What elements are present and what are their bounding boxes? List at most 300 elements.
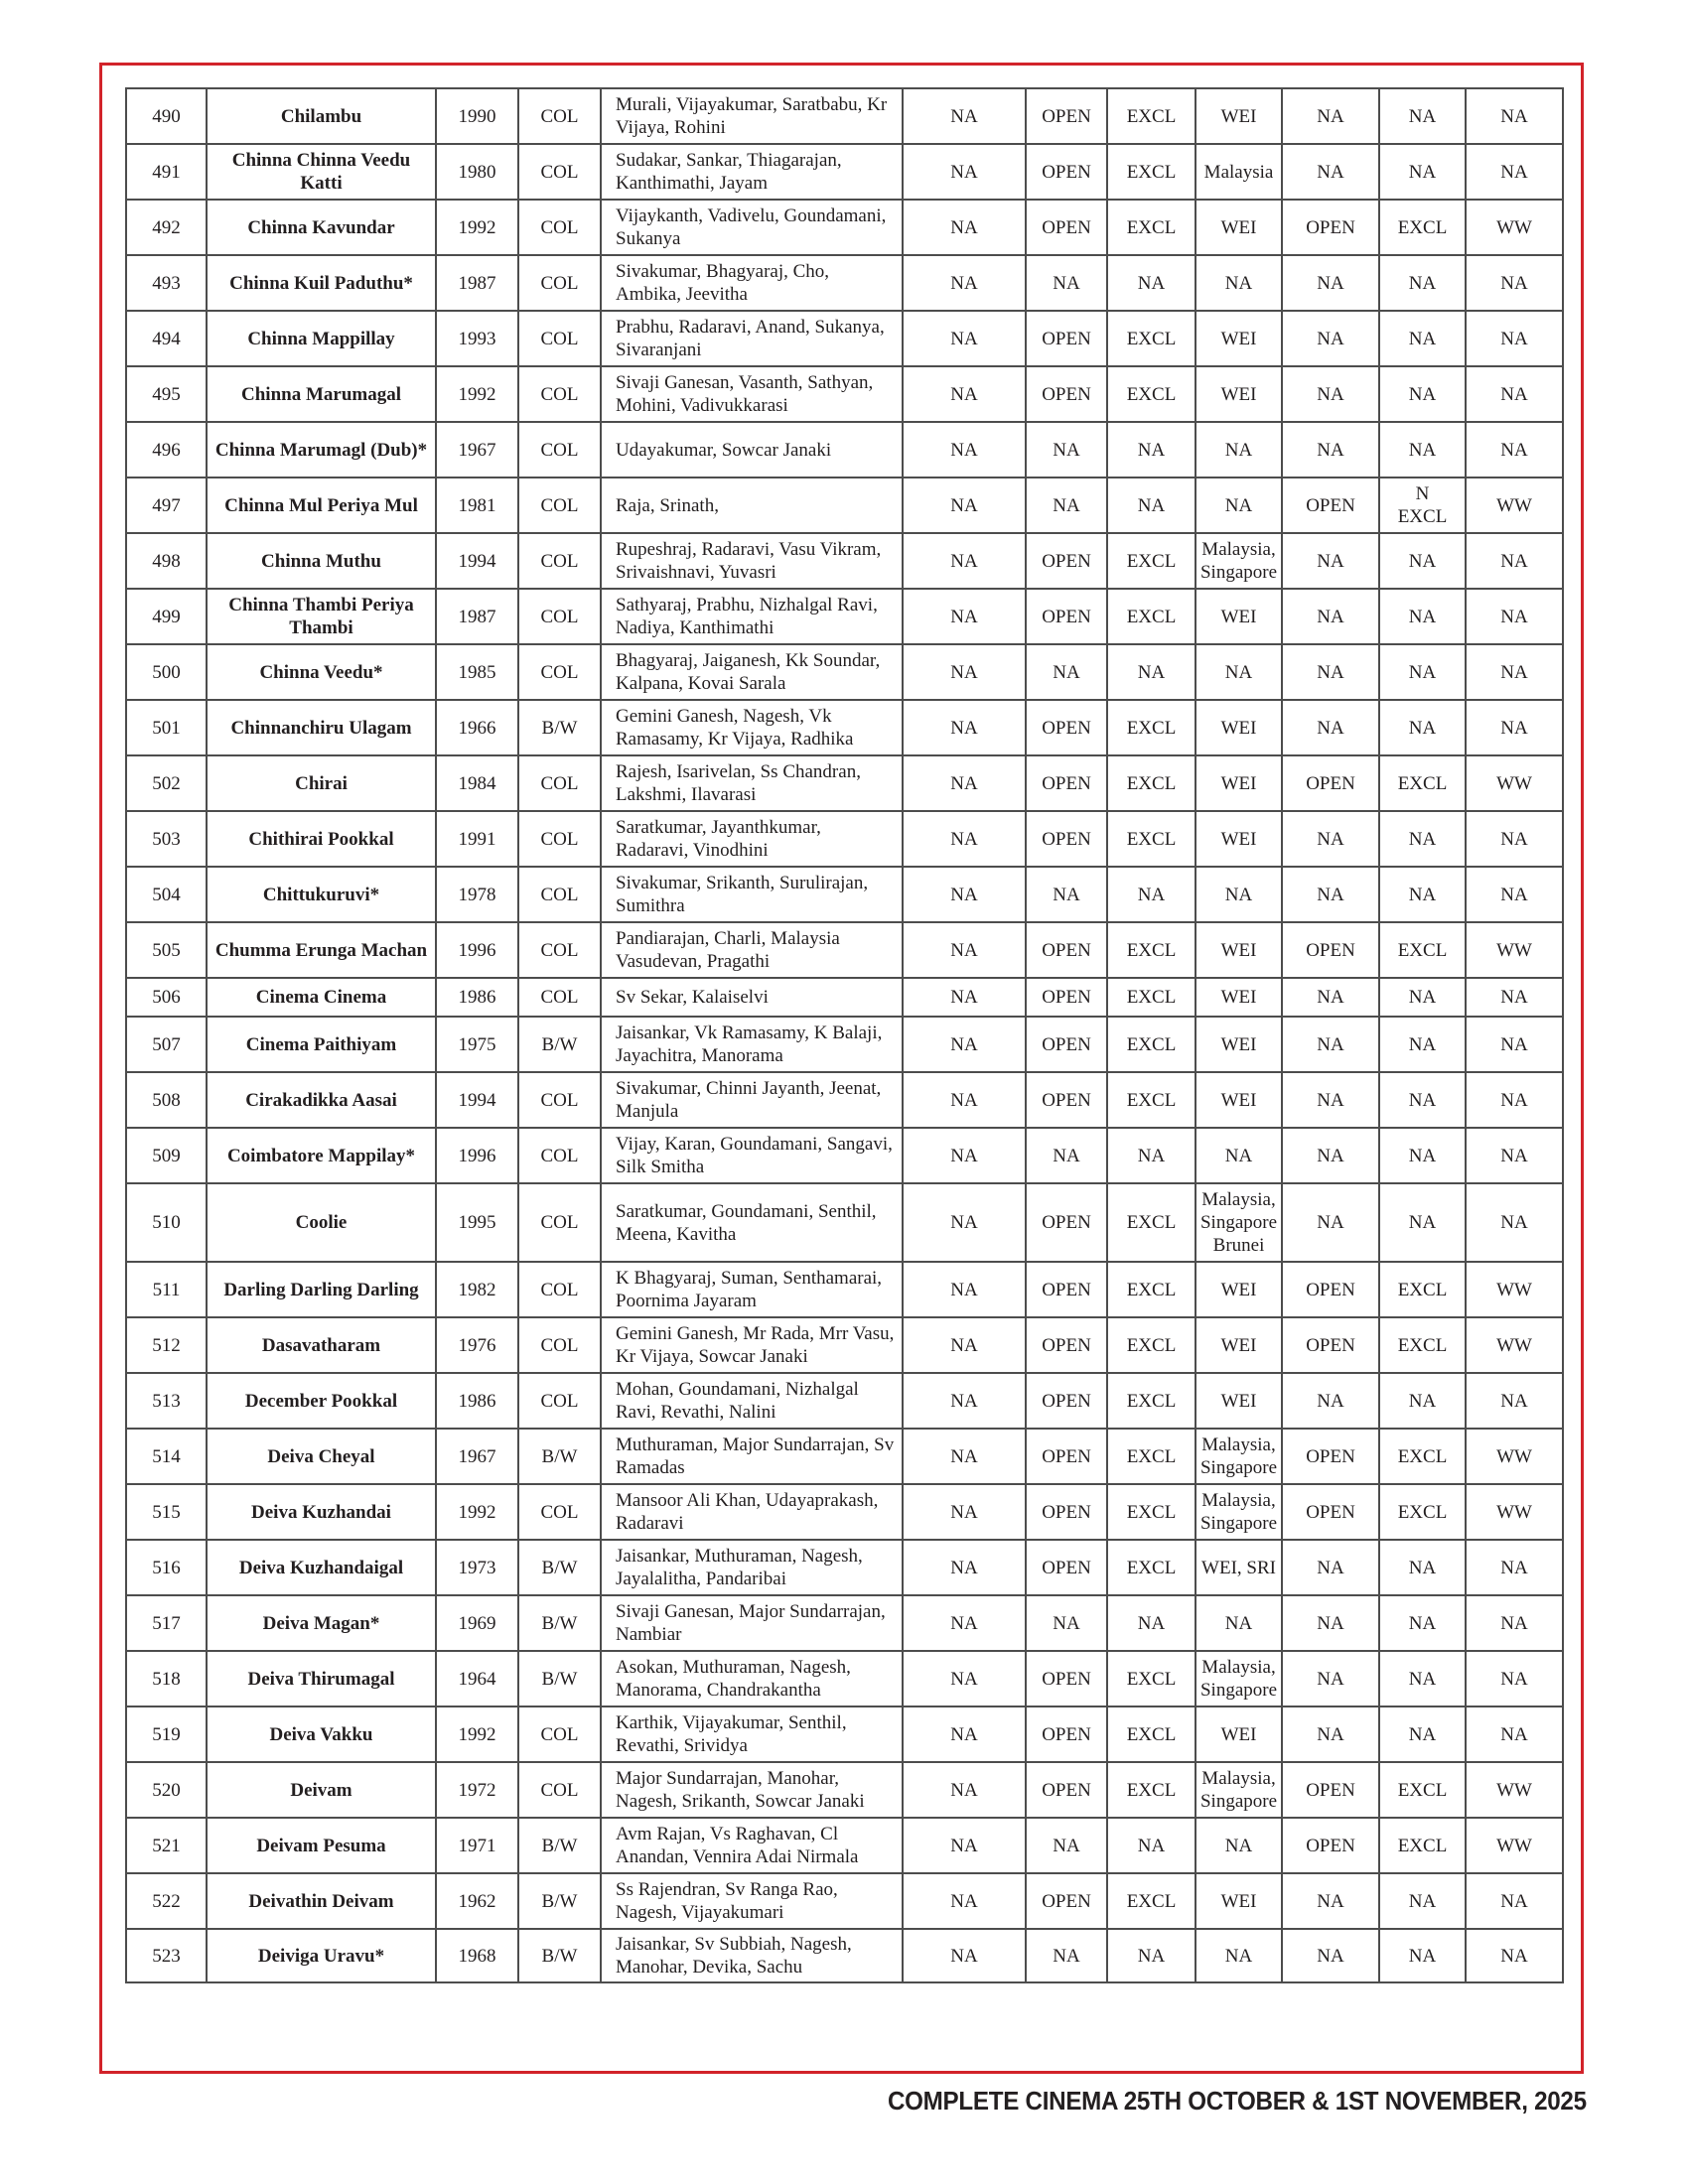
rights-territory: WEI <box>1196 1373 1282 1429</box>
film-format: COL <box>518 644 601 700</box>
rights-col-1: NA <box>903 1818 1026 1873</box>
film-number: 515 <box>126 1484 207 1540</box>
film-format: COL <box>518 1762 601 1818</box>
rights-col-2: NA <box>1026 1128 1107 1183</box>
rights-col-5: NA <box>1282 978 1379 1017</box>
rights-col-1: NA <box>903 644 1026 700</box>
table-row <box>126 1540 1563 1595</box>
table-row <box>126 1429 1563 1484</box>
film-cast: Bhagyaraj, Jaiganesh, Kk Soundar, Kalpana, Kovai Sarala <box>601 644 903 700</box>
film-cast: Rupeshraj, Radaravi, Vasu Vikram, Srivaishnavi, Yuvasri <box>601 533 903 589</box>
rights-col-2: OPEN <box>1026 1873 1107 1929</box>
rights-col-3: EXCL <box>1107 922 1196 978</box>
rights-col-2: OPEN <box>1026 922 1107 978</box>
film-number: 491 <box>126 144 207 200</box>
film-year: 1995 <box>436 1183 518 1262</box>
rights-col-2: OPEN <box>1026 366 1107 422</box>
film-cast: Vijay, Karan, Goundamani, Sangavi, Silk Smitha <box>601 1128 903 1183</box>
rights-col-6: NA <box>1379 1595 1466 1651</box>
film-title: Deivam <box>207 1762 436 1818</box>
rights-col-7: NA <box>1466 1128 1563 1183</box>
film-year: 1986 <box>436 978 518 1017</box>
rights-col-7: WW <box>1466 200 1563 255</box>
film-title: Darling Darling Darling <box>207 1262 436 1317</box>
rights-col-6: NA <box>1379 1373 1466 1429</box>
rights-col-6: NA <box>1379 533 1466 589</box>
film-number: 516 <box>126 1540 207 1595</box>
film-format: COL <box>518 200 601 255</box>
rights-col-6: NA <box>1379 311 1466 366</box>
table-row <box>126 200 1563 255</box>
rights-col-2: NA <box>1026 255 1107 311</box>
film-number: 502 <box>126 755 207 811</box>
rights-territory: NA <box>1196 1929 1282 1982</box>
table-row <box>126 1317 1563 1373</box>
rights-col-6: NA <box>1379 255 1466 311</box>
film-cast: Sivakumar, Bhagyaraj, Cho, Ambika, Jeevitha <box>601 255 903 311</box>
film-number: 513 <box>126 1373 207 1429</box>
rights-col-3: NA <box>1107 1929 1196 1982</box>
film-year: 1992 <box>436 1484 518 1540</box>
rights-col-7: WW <box>1466 478 1563 533</box>
rights-col-2: OPEN <box>1026 1072 1107 1128</box>
rights-col-3: EXCL <box>1107 978 1196 1017</box>
film-number: 494 <box>126 311 207 366</box>
rights-territory: WEI <box>1196 200 1282 255</box>
rights-col-3: NA <box>1107 1128 1196 1183</box>
film-title: Coolie <box>207 1183 436 1262</box>
rights-col-1: NA <box>903 88 1026 144</box>
rights-col-3: EXCL <box>1107 811 1196 867</box>
film-number: 506 <box>126 978 207 1017</box>
rights-col-5: NA <box>1282 366 1379 422</box>
rights-col-5: NA <box>1282 1873 1379 1929</box>
rights-col-2: OPEN <box>1026 1762 1107 1818</box>
film-year: 1987 <box>436 255 518 311</box>
rights-col-1: NA <box>903 533 1026 589</box>
film-year: 1967 <box>436 422 518 478</box>
film-cast: Avm Rajan, Vs Raghavan, Cl Anandan, Vennira Adai Nirmala <box>601 1818 903 1873</box>
rights-col-2: OPEN <box>1026 1484 1107 1540</box>
film-year: 1969 <box>436 1595 518 1651</box>
rights-col-3: EXCL <box>1107 1540 1196 1595</box>
rights-col-7: NA <box>1466 1651 1563 1706</box>
film-year: 1984 <box>436 755 518 811</box>
rights-col-3: EXCL <box>1107 1651 1196 1706</box>
rights-col-5: NA <box>1282 422 1379 478</box>
table-row <box>126 589 1563 644</box>
rights-col-5: NA <box>1282 1929 1379 1982</box>
film-cast: Mansoor Ali Khan, Udayaprakash, Radaravi <box>601 1484 903 1540</box>
film-title: Deivam Pesuma <box>207 1818 436 1873</box>
rights-col-3: NA <box>1107 1595 1196 1651</box>
rights-col-2: NA <box>1026 478 1107 533</box>
rights-col-3: EXCL <box>1107 1429 1196 1484</box>
film-number: 501 <box>126 700 207 755</box>
rights-col-3: NA <box>1107 255 1196 311</box>
film-cast: Gemini Ganesh, Mr Rada, Mrr Vasu, Kr Vijaya, Sowcar Janaki <box>601 1317 903 1373</box>
rights-col-6: NA <box>1379 1128 1466 1183</box>
rights-col-5: NA <box>1282 644 1379 700</box>
rights-col-7: NA <box>1466 88 1563 144</box>
film-number: 520 <box>126 1762 207 1818</box>
table-row <box>126 867 1563 922</box>
rights-territory: WEI <box>1196 811 1282 867</box>
film-cast: Raja, Srinath, <box>601 478 903 533</box>
rights-territory: WEI <box>1196 922 1282 978</box>
rights-col-1: NA <box>903 1072 1026 1128</box>
film-year: 1972 <box>436 1762 518 1818</box>
film-format: COL <box>518 88 601 144</box>
rights-col-7: NA <box>1466 366 1563 422</box>
rights-col-7: NA <box>1466 255 1563 311</box>
film-title: Chinna Chinna Veedu Katti <box>207 144 436 200</box>
rights-col-2: OPEN <box>1026 533 1107 589</box>
rights-territory: Malaysia <box>1196 144 1282 200</box>
rights-col-2: OPEN <box>1026 1017 1107 1072</box>
rights-col-3: NA <box>1107 1818 1196 1873</box>
rights-col-3: EXCL <box>1107 1262 1196 1317</box>
film-number: 508 <box>126 1072 207 1128</box>
rights-col-6: EXCL <box>1379 1317 1466 1373</box>
rights-col-2: OPEN <box>1026 144 1107 200</box>
rights-col-5: OPEN <box>1282 1317 1379 1373</box>
film-cast: Sivakumar, Srikanth, Surulirajan, Sumithra <box>601 867 903 922</box>
rights-col-6: NA <box>1379 644 1466 700</box>
film-year: 1973 <box>436 1540 518 1595</box>
film-title: Chirai <box>207 755 436 811</box>
rights-col-2: OPEN <box>1026 978 1107 1017</box>
table-row <box>126 1262 1563 1317</box>
film-title: Deiva Kuzhandaigal <box>207 1540 436 1595</box>
rights-col-1: NA <box>903 1873 1026 1929</box>
film-title: Cirakadikka Aasai <box>207 1072 436 1128</box>
film-title: Chithirai Pookkal <box>207 811 436 867</box>
rights-col-6: NA <box>1379 811 1466 867</box>
rights-col-5: OPEN <box>1282 200 1379 255</box>
rights-col-7: WW <box>1466 1484 1563 1540</box>
rights-col-1: NA <box>903 589 1026 644</box>
film-format: COL <box>518 755 601 811</box>
rights-col-6: NA <box>1379 867 1466 922</box>
rights-col-5: NA <box>1282 811 1379 867</box>
table-row <box>126 644 1563 700</box>
film-year: 1978 <box>436 867 518 922</box>
film-title: Cinema Cinema <box>207 978 436 1017</box>
rights-territory: NA <box>1196 255 1282 311</box>
film-number: 509 <box>126 1128 207 1183</box>
film-number: 518 <box>126 1651 207 1706</box>
rights-col-5: NA <box>1282 311 1379 366</box>
rights-col-3: EXCL <box>1107 311 1196 366</box>
rights-col-1: NA <box>903 200 1026 255</box>
rights-col-2: NA <box>1026 1929 1107 1982</box>
film-number: 495 <box>126 366 207 422</box>
film-number: 504 <box>126 867 207 922</box>
rights-col-7: NA <box>1466 1929 1563 1982</box>
film-format: COL <box>518 533 601 589</box>
rights-territory: Malaysia, Singapore Brunei <box>1196 1183 1282 1262</box>
rights-col-6: NA <box>1379 1706 1466 1762</box>
rights-col-5: NA <box>1282 1072 1379 1128</box>
rights-col-5: NA <box>1282 1706 1379 1762</box>
film-cast: Jaisankar, Vk Ramasamy, K Balaji, Jayachitra, Manorama <box>601 1017 903 1072</box>
rights-col-1: NA <box>903 1017 1026 1072</box>
rights-col-3: EXCL <box>1107 200 1196 255</box>
rights-col-6: EXCL <box>1379 200 1466 255</box>
film-cast: Sv Sekar, Kalaiselvi <box>601 978 903 1017</box>
rights-col-3: NA <box>1107 478 1196 533</box>
film-format: B/W <box>518 700 601 755</box>
rights-col-2: OPEN <box>1026 1540 1107 1595</box>
film-number: 522 <box>126 1873 207 1929</box>
film-title: Deiva Magan* <box>207 1595 436 1651</box>
rights-col-2: OPEN <box>1026 200 1107 255</box>
rights-col-3: EXCL <box>1107 589 1196 644</box>
film-number: 519 <box>126 1706 207 1762</box>
film-number: 523 <box>126 1929 207 1982</box>
rights-col-7: NA <box>1466 589 1563 644</box>
film-year: 1966 <box>436 700 518 755</box>
rights-territory: NA <box>1196 1128 1282 1183</box>
table-row <box>126 811 1563 867</box>
rights-col-5: OPEN <box>1282 1262 1379 1317</box>
rights-col-2: NA <box>1026 644 1107 700</box>
rights-territory: NA <box>1196 1818 1282 1873</box>
film-title: Chinna Marumagal <box>207 366 436 422</box>
rights-col-7: NA <box>1466 1595 1563 1651</box>
rights-col-2: OPEN <box>1026 589 1107 644</box>
rights-col-6: NA <box>1379 589 1466 644</box>
film-format: COL <box>518 1484 601 1540</box>
film-format: COL <box>518 1706 601 1762</box>
film-cast: Karthik, Vijayakumar, Senthil, Revathi, Srividya <box>601 1706 903 1762</box>
table-row <box>126 1651 1563 1706</box>
rights-col-2: OPEN <box>1026 700 1107 755</box>
rights-territory: WEI <box>1196 1706 1282 1762</box>
film-cast: Mohan, Goundamani, Nizhalgal Ravi, Revathi, Nalini <box>601 1373 903 1429</box>
film-year: 1994 <box>436 1072 518 1128</box>
film-year: 1981 <box>436 478 518 533</box>
rights-territory: WEI, SRI <box>1196 1540 1282 1595</box>
rights-col-1: NA <box>903 700 1026 755</box>
rights-territory: Malaysia, Singapore <box>1196 1429 1282 1484</box>
film-format: COL <box>518 1262 601 1317</box>
rights-col-6: NA <box>1379 1540 1466 1595</box>
rights-col-7: WW <box>1466 1262 1563 1317</box>
film-cast: Asokan, Muthuraman, Nagesh, Manorama, Chandrakantha <box>601 1651 903 1706</box>
rights-col-6: N EXCL <box>1379 478 1466 533</box>
film-year: 1982 <box>436 1262 518 1317</box>
rights-col-1: NA <box>903 478 1026 533</box>
rights-col-5: OPEN <box>1282 1429 1379 1484</box>
film-year: 1992 <box>436 1706 518 1762</box>
rights-col-5: NA <box>1282 144 1379 200</box>
rights-col-6: NA <box>1379 1873 1466 1929</box>
rights-col-3: EXCL <box>1107 1706 1196 1762</box>
rights-col-1: NA <box>903 1128 1026 1183</box>
film-year: 1987 <box>436 589 518 644</box>
rights-col-6: NA <box>1379 1072 1466 1128</box>
rights-col-3: EXCL <box>1107 144 1196 200</box>
film-format: B/W <box>518 1595 601 1651</box>
rights-col-3: EXCL <box>1107 1484 1196 1540</box>
film-format: B/W <box>518 1818 601 1873</box>
table-row <box>126 1706 1563 1762</box>
film-format: COL <box>518 922 601 978</box>
rights-col-7: NA <box>1466 1873 1563 1929</box>
film-title: Dasavatharam <box>207 1317 436 1373</box>
rights-col-2: NA <box>1026 867 1107 922</box>
film-year: 1968 <box>436 1929 518 1982</box>
rights-territory: NA <box>1196 644 1282 700</box>
rights-territory: WEI <box>1196 366 1282 422</box>
rights-col-1: NA <box>903 811 1026 867</box>
film-year: 1962 <box>436 1873 518 1929</box>
rights-col-5: NA <box>1282 1595 1379 1651</box>
rights-col-1: NA <box>903 255 1026 311</box>
rights-col-1: NA <box>903 1373 1026 1429</box>
rights-col-1: NA <box>903 1929 1026 1982</box>
film-number: 496 <box>126 422 207 478</box>
rights-col-6: NA <box>1379 978 1466 1017</box>
rights-col-5: OPEN <box>1282 1762 1379 1818</box>
film-format: COL <box>518 1373 601 1429</box>
film-cast: Murali, Vijayakumar, Saratbabu, Kr Vijaya, Rohini <box>601 88 903 144</box>
rights-col-2: NA <box>1026 1818 1107 1873</box>
film-format: COL <box>518 867 601 922</box>
film-title: Coimbatore Mappilay* <box>207 1128 436 1183</box>
table-row <box>126 1183 1563 1262</box>
rights-territory: NA <box>1196 422 1282 478</box>
rights-col-3: EXCL <box>1107 1373 1196 1429</box>
rights-col-3: EXCL <box>1107 533 1196 589</box>
rights-col-3: EXCL <box>1107 366 1196 422</box>
film-year: 1971 <box>436 1818 518 1873</box>
rights-col-2: OPEN <box>1026 811 1107 867</box>
film-number: 517 <box>126 1595 207 1651</box>
rights-territory: Malaysia, Singapore <box>1196 1484 1282 1540</box>
rights-col-5: NA <box>1282 1183 1379 1262</box>
film-format: B/W <box>518 1540 601 1595</box>
rights-col-7: NA <box>1466 144 1563 200</box>
rights-col-6: NA <box>1379 1651 1466 1706</box>
rights-col-3: EXCL <box>1107 755 1196 811</box>
rights-col-6: EXCL <box>1379 755 1466 811</box>
film-cast: Sivaji Ganesan, Major Sundarrajan, Nambiar <box>601 1595 903 1651</box>
film-number: 514 <box>126 1429 207 1484</box>
rights-col-5: NA <box>1282 700 1379 755</box>
rights-col-5: NA <box>1282 88 1379 144</box>
rights-col-5: OPEN <box>1282 755 1379 811</box>
rights-col-1: NA <box>903 311 1026 366</box>
rights-col-2: OPEN <box>1026 1317 1107 1373</box>
rights-col-3: EXCL <box>1107 1183 1196 1262</box>
rights-territory: Malaysia, Singapore <box>1196 1651 1282 1706</box>
rights-territory: WEI <box>1196 1262 1282 1317</box>
rights-col-2: OPEN <box>1026 1262 1107 1317</box>
rights-col-5: NA <box>1282 255 1379 311</box>
rights-col-3: EXCL <box>1107 1762 1196 1818</box>
rights-col-1: NA <box>903 1317 1026 1373</box>
film-year: 1964 <box>436 1651 518 1706</box>
film-cast: Saratkumar, Goundamani, Senthil, Meena, Kavitha <box>601 1183 903 1262</box>
film-number: 493 <box>126 255 207 311</box>
rights-col-7: NA <box>1466 533 1563 589</box>
rights-col-5: NA <box>1282 1128 1379 1183</box>
rights-col-1: NA <box>903 755 1026 811</box>
film-cast: K Bhagyaraj, Suman, Senthamarai, Poornima Jayaram <box>601 1262 903 1317</box>
film-year: 1967 <box>436 1429 518 1484</box>
table-row <box>126 1818 1563 1873</box>
rights-col-5: NA <box>1282 1373 1379 1429</box>
film-number: 510 <box>126 1183 207 1262</box>
film-year: 1985 <box>436 644 518 700</box>
rights-territory: WEI <box>1196 88 1282 144</box>
rights-col-3: NA <box>1107 644 1196 700</box>
table-row <box>126 533 1563 589</box>
film-cast: Sathyaraj, Prabhu, Nizhalgal Ravi, Nadiya, Kanthimathi <box>601 589 903 644</box>
film-cast: Jaisankar, Muthuraman, Nagesh, Jayalalitha, Pandaribai <box>601 1540 903 1595</box>
rights-col-6: NA <box>1379 88 1466 144</box>
film-cast: Prabhu, Radaravi, Anand, Sukanya, Sivaranjani <box>601 311 903 366</box>
film-format: B/W <box>518 1873 601 1929</box>
table-row <box>126 1929 1563 1982</box>
rights-col-2: OPEN <box>1026 755 1107 811</box>
rights-col-1: NA <box>903 1706 1026 1762</box>
film-catalog-body <box>126 88 1563 1982</box>
rights-col-7: NA <box>1466 1183 1563 1262</box>
film-title: Deivathin Deivam <box>207 1873 436 1929</box>
film-title: Deiva Kuzhandai <box>207 1484 436 1540</box>
rights-col-7: NA <box>1466 978 1563 1017</box>
rights-col-1: NA <box>903 867 1026 922</box>
film-format: COL <box>518 144 601 200</box>
table-row <box>126 700 1563 755</box>
rights-territory: WEI <box>1196 1873 1282 1929</box>
film-title: Chinnanchiru Ulagam <box>207 700 436 755</box>
film-format: COL <box>518 311 601 366</box>
film-catalog-table <box>125 87 1564 1983</box>
film-cast: Major Sundarrajan, Manohar, Nagesh, Srikanth, Sowcar Janaki <box>601 1762 903 1818</box>
rights-col-1: NA <box>903 978 1026 1017</box>
film-year: 1990 <box>436 88 518 144</box>
table-row <box>126 88 1563 144</box>
rights-col-1: NA <box>903 1762 1026 1818</box>
rights-col-2: OPEN <box>1026 88 1107 144</box>
rights-col-7: WW <box>1466 922 1563 978</box>
film-title: Chittukuruvi* <box>207 867 436 922</box>
rights-col-3: EXCL <box>1107 88 1196 144</box>
film-format: COL <box>518 255 601 311</box>
film-number: 511 <box>126 1262 207 1317</box>
film-year: 1996 <box>436 922 518 978</box>
rights-territory: WEI <box>1196 700 1282 755</box>
rights-territory: WEI <box>1196 1017 1282 1072</box>
rights-col-3: EXCL <box>1107 1873 1196 1929</box>
table-row <box>126 1128 1563 1183</box>
rights-col-2: OPEN <box>1026 1651 1107 1706</box>
rights-col-7: WW <box>1466 1762 1563 1818</box>
rights-col-7: NA <box>1466 1706 1563 1762</box>
table-row <box>126 366 1563 422</box>
page-footer: COMPLETE CINEMA 25TH OCTOBER & 1ST NOVEMBER, 2025 <box>888 2086 1587 2116</box>
film-format: COL <box>518 1317 601 1373</box>
rights-col-3: EXCL <box>1107 1317 1196 1373</box>
rights-col-6: NA <box>1379 366 1466 422</box>
rights-col-5: OPEN <box>1282 1818 1379 1873</box>
rights-col-7: WW <box>1466 1317 1563 1373</box>
